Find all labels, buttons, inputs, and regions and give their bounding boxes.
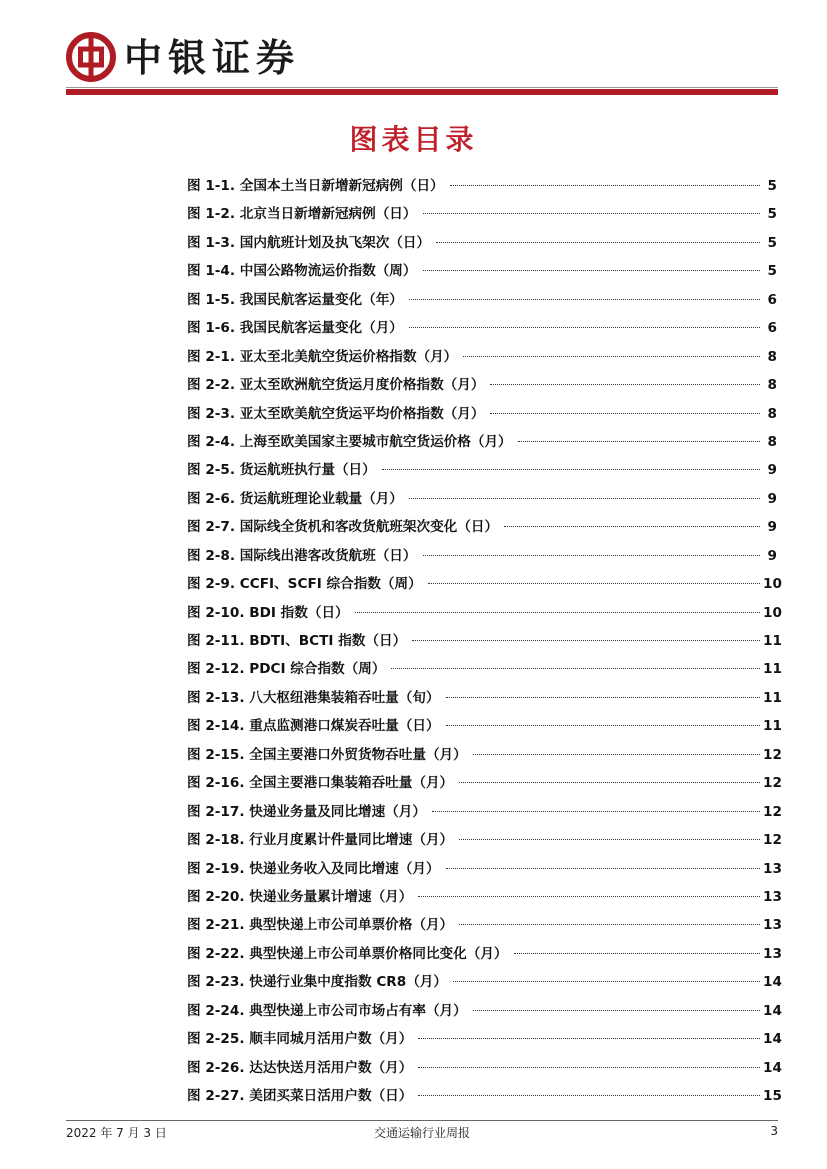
toc-entry-page[interactable]: 14 (763, 974, 782, 991)
toc-entry-page[interactable]: 14 (763, 1059, 782, 1076)
toc-entry-label[interactable]: 图 1-6. 我国民航客运量变化（月） (187, 320, 403, 337)
toc-entry-label[interactable]: 图 2-9. CCFI、SCFI 综合指数（周） (187, 576, 422, 593)
header-divider (66, 89, 778, 95)
toc-leader-dots (459, 782, 760, 783)
footer-report-name: 交通运输行业周报 (373, 1126, 470, 1140)
toc-entry-page[interactable]: 9 (767, 519, 777, 536)
brand-name: 中银证券 (124, 36, 301, 80)
toc-entry-label[interactable]: 图 1-3. 国内航班计划及执飞架次（日） (187, 234, 431, 251)
toc-leader-dots (450, 185, 760, 186)
toc-leader-dots (409, 498, 760, 499)
toc-entry[interactable] (187, 798, 782, 826)
toc-entry[interactable] (187, 911, 782, 939)
toc-entry-label[interactable]: 图 1-5. 我国民航客运量变化（年） (187, 291, 403, 308)
toc-entry-page[interactable]: 11 (763, 689, 782, 706)
toc-entry-label[interactable]: 图 2-11. BDTI、BCTI 指数（日） (187, 633, 407, 649)
toc-entry-label[interactable]: 图 2-19. 快递业务收入及同比增速（月） (187, 860, 440, 877)
toc-entry[interactable] (187, 343, 777, 371)
toc-entry-page[interactable]: 10 (763, 604, 782, 621)
toc-leader-dots (459, 839, 760, 840)
toc-entry[interactable] (187, 456, 777, 484)
toc-entry[interactable] (187, 769, 782, 797)
toc-entry-label[interactable]: 图 2-23. 快递行业集中度指数 CR8（月） (187, 974, 447, 991)
toc-leader-dots (453, 981, 760, 982)
toc-entry-label[interactable]: 图 2-4. 上海至欧美国家主要城市航空货运价格（月） (187, 433, 512, 450)
toc-entry-label[interactable]: 图 2-20. 快递业务量累计增速（月） (187, 888, 413, 905)
toc-entry-page[interactable]: 5 (767, 263, 777, 280)
toc-entry[interactable] (187, 712, 782, 740)
toc-entry-page[interactable]: 12 (763, 832, 782, 849)
toc-entry[interactable] (187, 599, 782, 627)
toc-entry-page[interactable]: 5 (767, 178, 777, 194)
toc-entry[interactable] (187, 997, 782, 1025)
toc-entry-page[interactable]: 11 (763, 718, 782, 735)
toc-entry[interactable] (187, 883, 782, 911)
toc-entry[interactable] (187, 314, 777, 342)
bank-of-china-logo-icon (66, 32, 116, 82)
toc-leader-dots (423, 270, 761, 271)
toc-entry[interactable] (187, 257, 777, 285)
toc-entry-page[interactable]: 13 (763, 888, 782, 905)
toc-entry-page[interactable]: 5 (767, 234, 777, 251)
toc-entry[interactable] (187, 371, 777, 399)
toc-entry-label[interactable]: 图 2-13. 八大枢纽港集装箱吞吐量（旬） (187, 689, 440, 706)
header-divider-thin (66, 87, 778, 88)
toc-entry-page[interactable]: 9 (767, 490, 777, 507)
toc-entry-label[interactable]: 图 2-2. 亚太至欧洲航空货运月度价格指数（月） (187, 377, 485, 394)
toc-entry-page[interactable]: 9 (767, 462, 777, 479)
toc-entry[interactable] (187, 172, 777, 200)
toc-entry[interactable] (187, 400, 777, 428)
toc-leader-dots (432, 811, 760, 812)
toc-leader-dots (518, 441, 760, 442)
toc-leader-dots (459, 924, 760, 925)
toc-entry[interactable] (187, 229, 777, 257)
toc-entry-label[interactable]: 图 2-18. 行业月度累计件量同比增速（月） (187, 832, 454, 849)
toc-entry-label[interactable]: 图 1-4. 中国公路物流运价指数（周） (187, 263, 417, 280)
toc-entry[interactable] (187, 1025, 782, 1053)
toc-entry-label[interactable]: 图 1-1. 全国本土当日新增新冠病例（日） (187, 178, 444, 194)
toc-leader-dots (418, 1095, 760, 1096)
toc-entry-page[interactable]: 8 (767, 433, 777, 450)
toc-leader-dots (409, 299, 760, 300)
toc-leader-dots (355, 612, 760, 613)
toc-entry[interactable] (187, 826, 782, 854)
page-header (66, 30, 778, 98)
toc-leader-dots (504, 526, 760, 527)
toc-entry-page[interactable]: 15 (763, 1088, 782, 1104)
toc-entry-label[interactable]: 图 2-26. 达达快送月活用户数（月） (187, 1059, 413, 1076)
toc-leader-dots (473, 754, 760, 755)
toc-entry[interactable] (187, 1054, 782, 1082)
toc-entry-page[interactable]: 13 (763, 860, 782, 877)
toc-entry-label[interactable]: 图 2-24. 典型快递上市公司市场占有率（月） (187, 1002, 467, 1019)
toc-entry-page[interactable]: 6 (767, 320, 777, 337)
toc-entry[interactable] (187, 1082, 782, 1110)
footer-divider (66, 1120, 778, 1121)
toc-entry[interactable] (187, 684, 782, 712)
toc-entry[interactable] (187, 741, 782, 769)
toc-entry-label[interactable]: 图 2-8. 国际线出港客改货航班（日） (187, 547, 417, 564)
toc-entry[interactable] (187, 542, 777, 570)
toc-entry-page[interactable]: 12 (763, 746, 782, 763)
toc-entry[interactable] (187, 627, 782, 655)
toc-entry-label[interactable]: 图 1-2. 北京当日新增新冠病例（日） (187, 206, 417, 223)
toc-entry-page[interactable]: 14 (763, 1002, 782, 1019)
toc-entry-label[interactable]: 图 2-21. 典型快递上市公司单票价格（月） (187, 917, 454, 934)
toc-leader-dots (490, 384, 760, 385)
toc-leader-dots (446, 697, 760, 698)
toc-entry[interactable] (187, 286, 777, 314)
page-title: 图表目录 (349, 123, 478, 156)
toc-leader-dots (423, 213, 761, 214)
toc-leader-dots (463, 356, 760, 357)
toc-entry-page[interactable]: 6 (767, 291, 777, 308)
toc-entry-label[interactable]: 图 2-25. 顺丰同城月活用户数（月） (187, 1031, 413, 1048)
toc-entry-label[interactable]: 图 2-3. 亚太至欧美航空货运平均价格指数（月） (187, 405, 485, 422)
toc-entry-page[interactable]: 11 (763, 633, 782, 649)
toc-entry-page[interactable]: 10 (763, 576, 782, 593)
toc-entry-page[interactable]: 14 (763, 1031, 782, 1048)
toc-leader-dots (391, 668, 760, 669)
toc-leader-dots (409, 327, 760, 328)
toc-entry[interactable] (187, 655, 782, 683)
toc-entry-page[interactable]: 12 (763, 775, 782, 792)
toc-entry-label[interactable]: 图 2-7. 国际线全货机和客改货航班架次变化（日） (187, 519, 499, 536)
toc-entry-label[interactable]: 图 2-5. 货运航班执行量（日） (187, 462, 376, 479)
toc-entry[interactable] (187, 485, 777, 513)
toc-entry-label[interactable]: 图 2-22. 典型快递上市公司单票价格同比变化（月） (187, 945, 508, 962)
toc-leader-dots (473, 1010, 760, 1011)
toc-entry-label[interactable]: 图 2-6. 货运航班理论业载量（月） (187, 490, 403, 507)
toc-entry-label[interactable]: 图 2-14. 重点监测港口煤炭吞吐量（日） (187, 718, 440, 735)
toc-entry[interactable] (187, 570, 782, 598)
toc-entry-label[interactable]: 图 2-17. 快递业务量及同比增速（月） (187, 803, 426, 820)
toc-entry-label[interactable]: 图 2-27. 美团买菜日活用户数（日） (187, 1088, 413, 1104)
toc-entry-page[interactable]: 8 (767, 405, 777, 422)
toc-leader-dots (446, 725, 760, 726)
toc-leader-dots (382, 469, 760, 470)
toc-entry-label[interactable]: 图 2-15. 全国主要港口外贸货物吞吐量（月） (187, 746, 467, 763)
toc-entry[interactable] (187, 940, 782, 968)
toc-leader-dots (418, 1038, 760, 1039)
footer-date: 2022 年 7 月 3 日 (66, 1126, 167, 1140)
toc-entry[interactable] (187, 855, 782, 883)
toc-entry[interactable] (187, 428, 777, 456)
toc-leader-dots (418, 1067, 760, 1068)
footer-page-number: 3 (770, 1124, 778, 1138)
toc-leader-dots (490, 413, 760, 414)
table-of-figures (187, 172, 782, 1110)
toc-entry-page[interactable]: 8 (767, 377, 777, 394)
page-footer (66, 1124, 778, 1144)
toc-leader-dots (446, 868, 760, 869)
toc-leader-dots (514, 953, 760, 954)
toc-entry-page[interactable]: 5 (767, 206, 777, 223)
toc-entry[interactable] (187, 968, 782, 996)
toc-entry-label[interactable]: 图 2-10. BDI 指数（日） (187, 604, 349, 621)
toc-entry-page[interactable]: 13 (763, 917, 782, 934)
toc-entry-label[interactable]: 图 2-1. 亚太至北美航空货运价格指数（月） (187, 348, 458, 365)
toc-entry[interactable] (187, 513, 777, 541)
toc-entry-page[interactable]: 12 (763, 803, 782, 820)
toc-entry-page[interactable]: 13 (763, 945, 782, 962)
toc-entry-page[interactable]: 8 (767, 348, 777, 365)
toc-entry-page[interactable]: 9 (767, 547, 777, 564)
toc-leader-dots (412, 640, 760, 641)
toc-leader-dots (418, 896, 760, 897)
toc-leader-dots (428, 583, 760, 584)
toc-entry[interactable] (187, 200, 777, 228)
toc-entry-label[interactable]: 图 2-12. PDCI 综合指数（周） (187, 661, 386, 678)
toc-leader-dots (436, 242, 760, 243)
toc-leader-dots (423, 555, 761, 556)
toc-entry-page[interactable]: 11 (763, 661, 782, 678)
toc-entry-label[interactable]: 图 2-16. 全国主要港口集装箱吞吐量（月） (187, 775, 454, 792)
